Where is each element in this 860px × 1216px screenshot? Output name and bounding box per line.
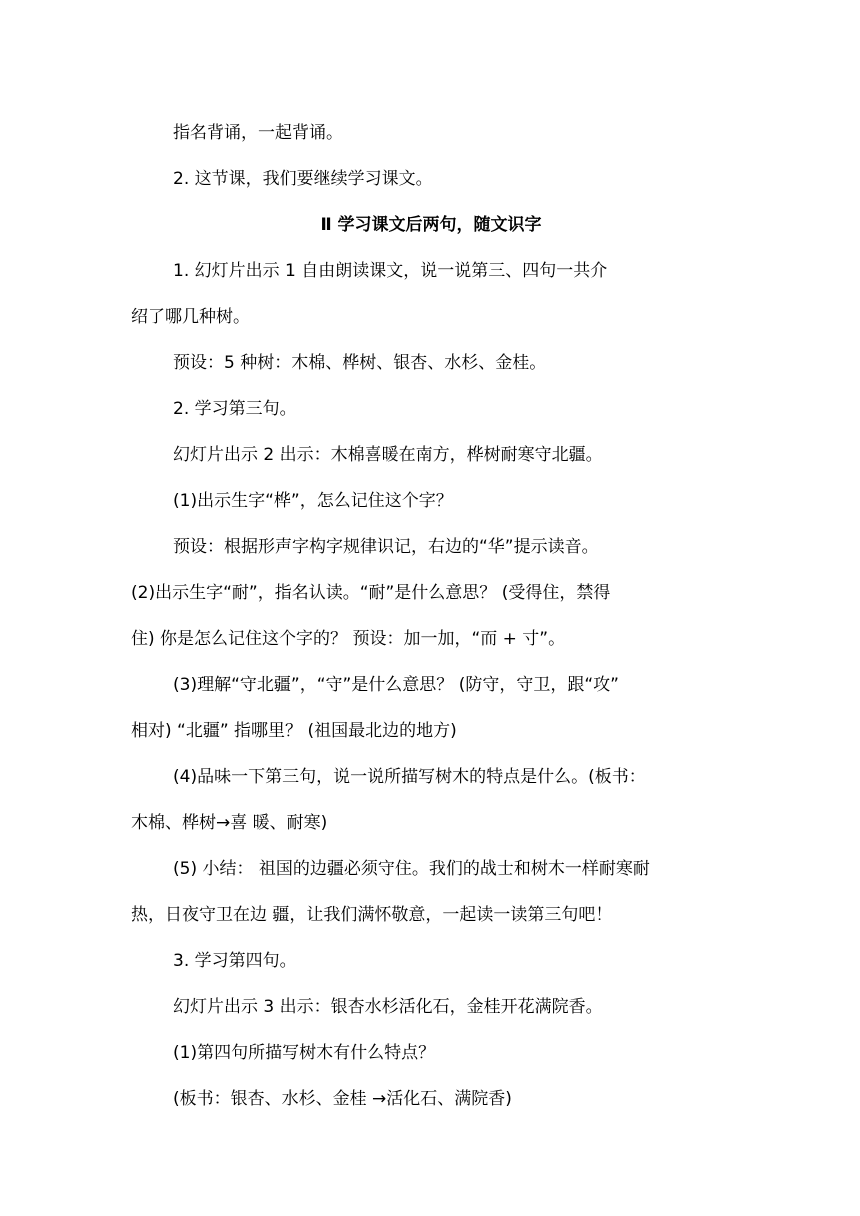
paragraph-line: (板书：银杏、水杉、金桂 →活化石、满院香): [173, 1089, 512, 1109]
paragraph-line: (4)品味一下第三句，说一说所描写树木的特点是什么。(板书：: [173, 767, 646, 787]
paragraph-line: 幻灯片出示 3 出示：银杏水杉活化石，金桂开花满院香。: [173, 997, 603, 1017]
paragraph-line: 相对) “北疆” 指哪里？ (祖国最北边的地方): [131, 721, 457, 741]
paragraph-line: 预设：根据形声字构字规律识记，右边的“华”提示读音。: [173, 537, 599, 557]
section-heading: Ⅱ 学习课文后两句，随文识字: [320, 215, 542, 235]
paragraph-line: 住) 你是怎么记住这个字的？ 预设：加一加，“而 + 寸”。: [131, 629, 566, 649]
paragraph-line: 木棉、桦树→喜 暖、耐寒): [131, 813, 328, 833]
paragraph-line: (3)理解“守北疆”，“守”是什么意思？ (防守，守卫，跟“攻”: [173, 675, 619, 695]
paragraph-line: 幻灯片出示 2 出示：木棉喜暖在南方，桦树耐寒守北疆。: [173, 445, 603, 465]
paragraph-line: 绍了哪几种树。: [131, 307, 250, 327]
paragraph-line: 热，日夜守卫在边 疆，让我们满怀敬意，一起读一读第三句吧！: [131, 905, 613, 925]
paragraph-line: 1. 幻灯片出示 1 自由朗读课文，说一说第三、四句一共介: [173, 261, 608, 281]
paragraph-line: (2)出示生字“耐”，指名认读。“耐”是什么意思？ (受得住，禁得: [131, 583, 611, 603]
document-body: [131, 110, 731, 1122]
paragraph-line: 3. 学习第四句。: [173, 951, 297, 971]
paragraph-line: (1)第四句所描写树木有什么特点？: [173, 1043, 436, 1063]
paragraph-line: (5) 小结： 祖国的边疆必须守住。我们的战士和树木一样耐寒耐: [173, 859, 650, 879]
paragraph-line: (1)出示生字“桦”，怎么记住这个字？: [173, 491, 453, 511]
paragraph-line: 2. 学习第三句。: [173, 399, 297, 419]
paragraph-line: 2. 这节课，我们要继续学习课文。: [173, 169, 433, 189]
paragraph-line: 预设：5 种树：木棉、桦树、银杏、水杉、金桂。: [173, 353, 547, 373]
paragraph-line: 指名背诵，一起背诵。: [173, 123, 343, 143]
